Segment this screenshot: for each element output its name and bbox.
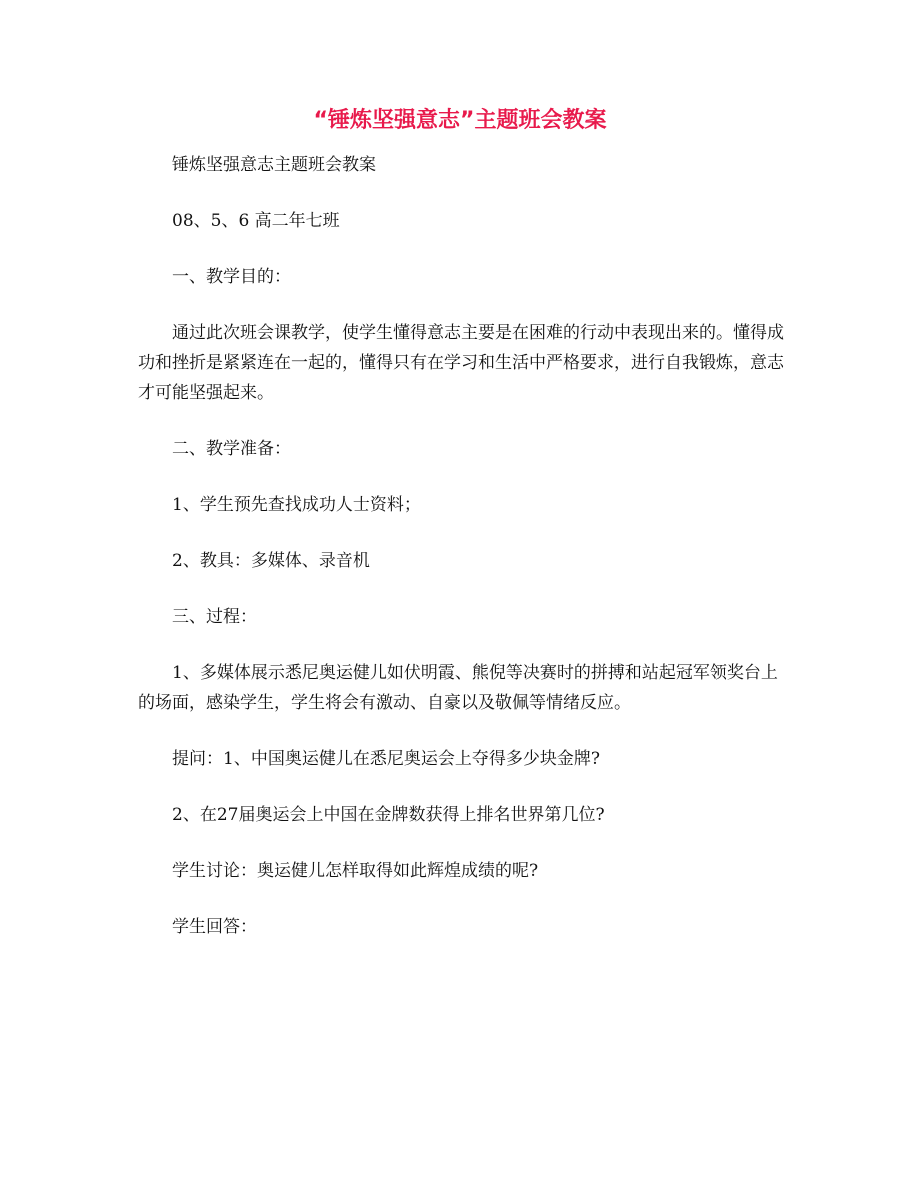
paragraph-answer: 学生回答： — [172, 917, 257, 937]
paragraph-objectives: 通过此次班会课教学，使学生懂得意志主要是在困难的行动中表现出来的。懂得成功和挫折是紧紧连在一起的，懂得只有在学习和生活中严格要求，进行自我锻炼，意志才可能坚强起来。 — [138, 323, 784, 403]
document-body — [138, 150, 788, 968]
list-item-preparation-2: 2、教具：多媒体、录音机 — [172, 551, 370, 571]
paragraph-question-2: 2、在27届奥运会上中国在金牌数获得上排名世界第几位? — [172, 805, 605, 825]
section-heading-process: 三、过程： — [172, 607, 257, 627]
paragraph-question-1: 提问：1、中国奥运健儿在悉尼奥运会上夺得多少块金牌? — [172, 749, 600, 769]
document-title: “锤炼坚强意志”主题班会教案 — [313, 108, 607, 133]
paragraph-discussion: 学生讨论：奥运健儿怎样取得如此辉煌成绩的呢? — [172, 861, 539, 881]
section-heading-preparation: 二、教学准备： — [172, 439, 291, 459]
paragraph-subtitle: 锤炼坚强意志主题班会教案 — [172, 155, 376, 175]
paragraph-date-class: 08、5、6 高二年七班 — [172, 211, 340, 231]
section-heading-objectives: 一、教学目的： — [172, 267, 291, 287]
paragraph-process-1: 1、多媒体展示悉尼奥运健儿如伏明霞、熊倪等决赛时的拼搏和站起冠军领奖台上的场面，感染学生，学生将会有激动、自豪以及敬佩等情绪反应。 — [138, 663, 778, 713]
list-item-preparation-1: 1、学生预先查找成功人士资料； — [172, 495, 421, 515]
